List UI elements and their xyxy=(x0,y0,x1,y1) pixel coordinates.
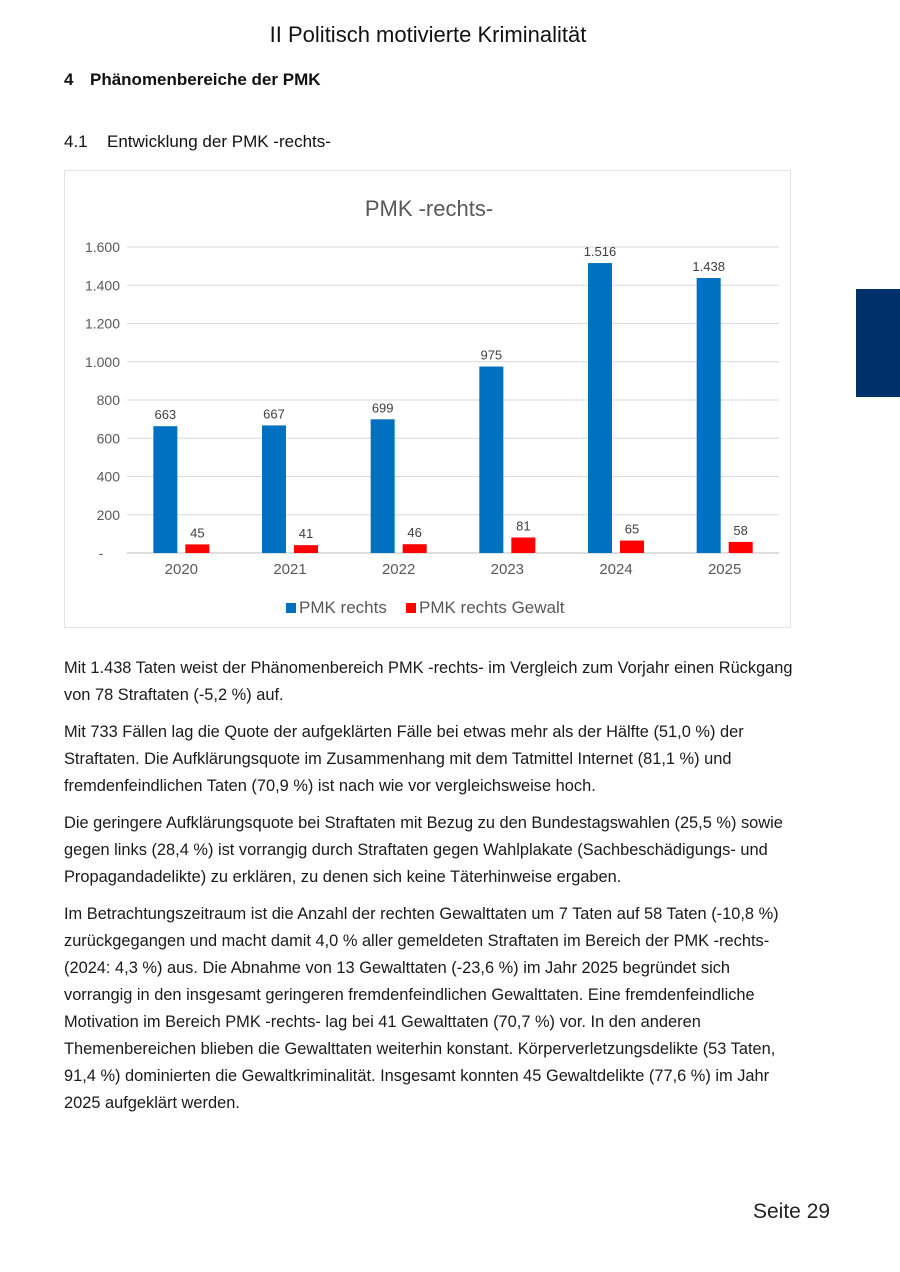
x-tick-label: 2023 xyxy=(490,561,525,578)
data-label: 1.438 xyxy=(692,258,725,274)
legend-label: PMK rechts xyxy=(299,598,387,617)
section-number: 4 xyxy=(64,70,74,89)
bar-pmk-rechts xyxy=(262,425,286,553)
data-label: 975 xyxy=(480,347,503,363)
data-label: 663 xyxy=(154,407,177,423)
chart-title: PMK -rechts- xyxy=(364,196,494,221)
data-label: 81 xyxy=(516,518,531,534)
bar-pmk-rechts xyxy=(371,419,395,553)
paragraph: Die geringere Aufklärungsquote bei Straftaten mit Bezug zu den Bundestagswahlen (25,5 %) sowie gegen links (28,4 %) ist vorrangig durch Straftaten gegen Wahlplakate (Sachbeschädigungs- und Propagandadelikte) zu erklären, zu denen sich keine Täterhinweise ergaben. xyxy=(64,814,783,886)
y-tick-label: 1.400 xyxy=(84,277,120,294)
data-label: 41 xyxy=(298,526,314,542)
page-header-title: II Politisch motivierte Kriminalität xyxy=(269,22,587,47)
bar-pmk-rechts-gewalt xyxy=(729,542,753,553)
data-label: 58 xyxy=(733,522,748,538)
y-tick-label: - xyxy=(98,545,104,561)
bar-chart-frame xyxy=(64,170,791,628)
data-label: 667 xyxy=(263,406,285,422)
y-tick-label: 200 xyxy=(96,506,120,523)
data-label: 699 xyxy=(371,400,394,416)
y-tick-label: 1.200 xyxy=(84,315,120,332)
y-tick-label: 1.600 xyxy=(84,239,120,255)
data-label: 45 xyxy=(190,525,205,541)
bar-pmk-rechts xyxy=(153,426,177,553)
y-tick-label: 600 xyxy=(96,430,120,447)
subsection-heading xyxy=(64,132,331,152)
y-tick-label: 1.000 xyxy=(84,353,120,370)
bar-pmk-rechts xyxy=(697,278,721,553)
subsection-number: 4.1 xyxy=(64,132,88,151)
legend-label: PMK rechts Gewalt xyxy=(419,598,565,617)
x-tick-label: 2021 xyxy=(273,561,307,578)
paragraph: Mit 733 Fällen lag die Quote der aufgeklärten Fälle bei etwas mehr als der Hälfte (51,0 %) der Straftaten. Die Aufklärungsquote im Zusammenhang mit dem Tatmittel Internet (81,1 %) und fremdenfeindlichen Taten (70,9 %) ist nach wie vor vergleichsweise hoch. xyxy=(64,723,744,795)
subsection-title: Entwicklung der PMK -rechts- xyxy=(107,132,331,151)
bar-chart xyxy=(65,171,792,629)
bar-pmk-rechts xyxy=(479,367,503,553)
section-heading xyxy=(64,70,321,90)
section-title: Phänomenbereiche der PMK xyxy=(90,70,321,89)
data-label: 1.516 xyxy=(583,244,617,260)
body-text xyxy=(64,655,794,1127)
legend-swatch xyxy=(286,603,296,613)
chapter-side-tab xyxy=(856,289,900,397)
page-number: Seite 29 xyxy=(753,1200,831,1223)
legend-swatch xyxy=(406,603,416,613)
x-tick-label: 2024 xyxy=(599,561,633,578)
data-label: 65 xyxy=(624,521,640,537)
data-label: 46 xyxy=(407,525,422,541)
x-tick-label: 2025 xyxy=(707,561,742,578)
y-tick-label: 800 xyxy=(96,392,120,408)
bar-pmk-rechts xyxy=(588,263,612,553)
bar-pmk-rechts-gewalt xyxy=(403,544,427,553)
paragraph: Mit 1.438 Taten weist der Phänomenbereich PMK -rechts- im Vergleich zum Vorjahr einen Rückgang von 78 Straftaten (-5,2 %) auf. xyxy=(64,659,793,704)
x-tick-label: 2022 xyxy=(381,561,416,578)
bar-pmk-rechts-gewalt xyxy=(185,544,209,553)
x-tick-label: 2020 xyxy=(164,561,199,578)
bar-pmk-rechts-gewalt xyxy=(511,538,535,553)
bar-pmk-rechts-gewalt xyxy=(620,541,644,553)
paragraph: Im Betrachtungszeitraum ist die Anzahl der rechten Gewalttaten um 7 Taten auf 58 Taten (-10,8 %) zurückgegangen und macht damit 4,0 % aller gemeldeten Straftaten im Bereich der PMK -rechts- (2024: 4,3 %) aus. Die Abnahme von 13 Gewalttaten (-23,6 %) im Jahr 2025 begründet sich vorrangig in den insgesamt geringeren fremdenfeindlichen Gewalttaten. Eine fremdenfeindliche Motivation im Bereich PMK -rechts- lag bei 41 Gewalttaten (70,7 %) vor. In den anderen Themenbereichen blieben die Gewalttaten weiterhin konstant. Körperverletzungsdelikte (53 Taten, 91,4 %) dominierten die Gewaltkriminalität. Insgesamt konnten 45 Gewaltdelikte (77,6 %) im Jahr 2025 aufgeklärt werden. xyxy=(64,905,779,1112)
bar-pmk-rechts-gewalt xyxy=(294,545,318,553)
y-tick-label: 400 xyxy=(96,468,120,485)
